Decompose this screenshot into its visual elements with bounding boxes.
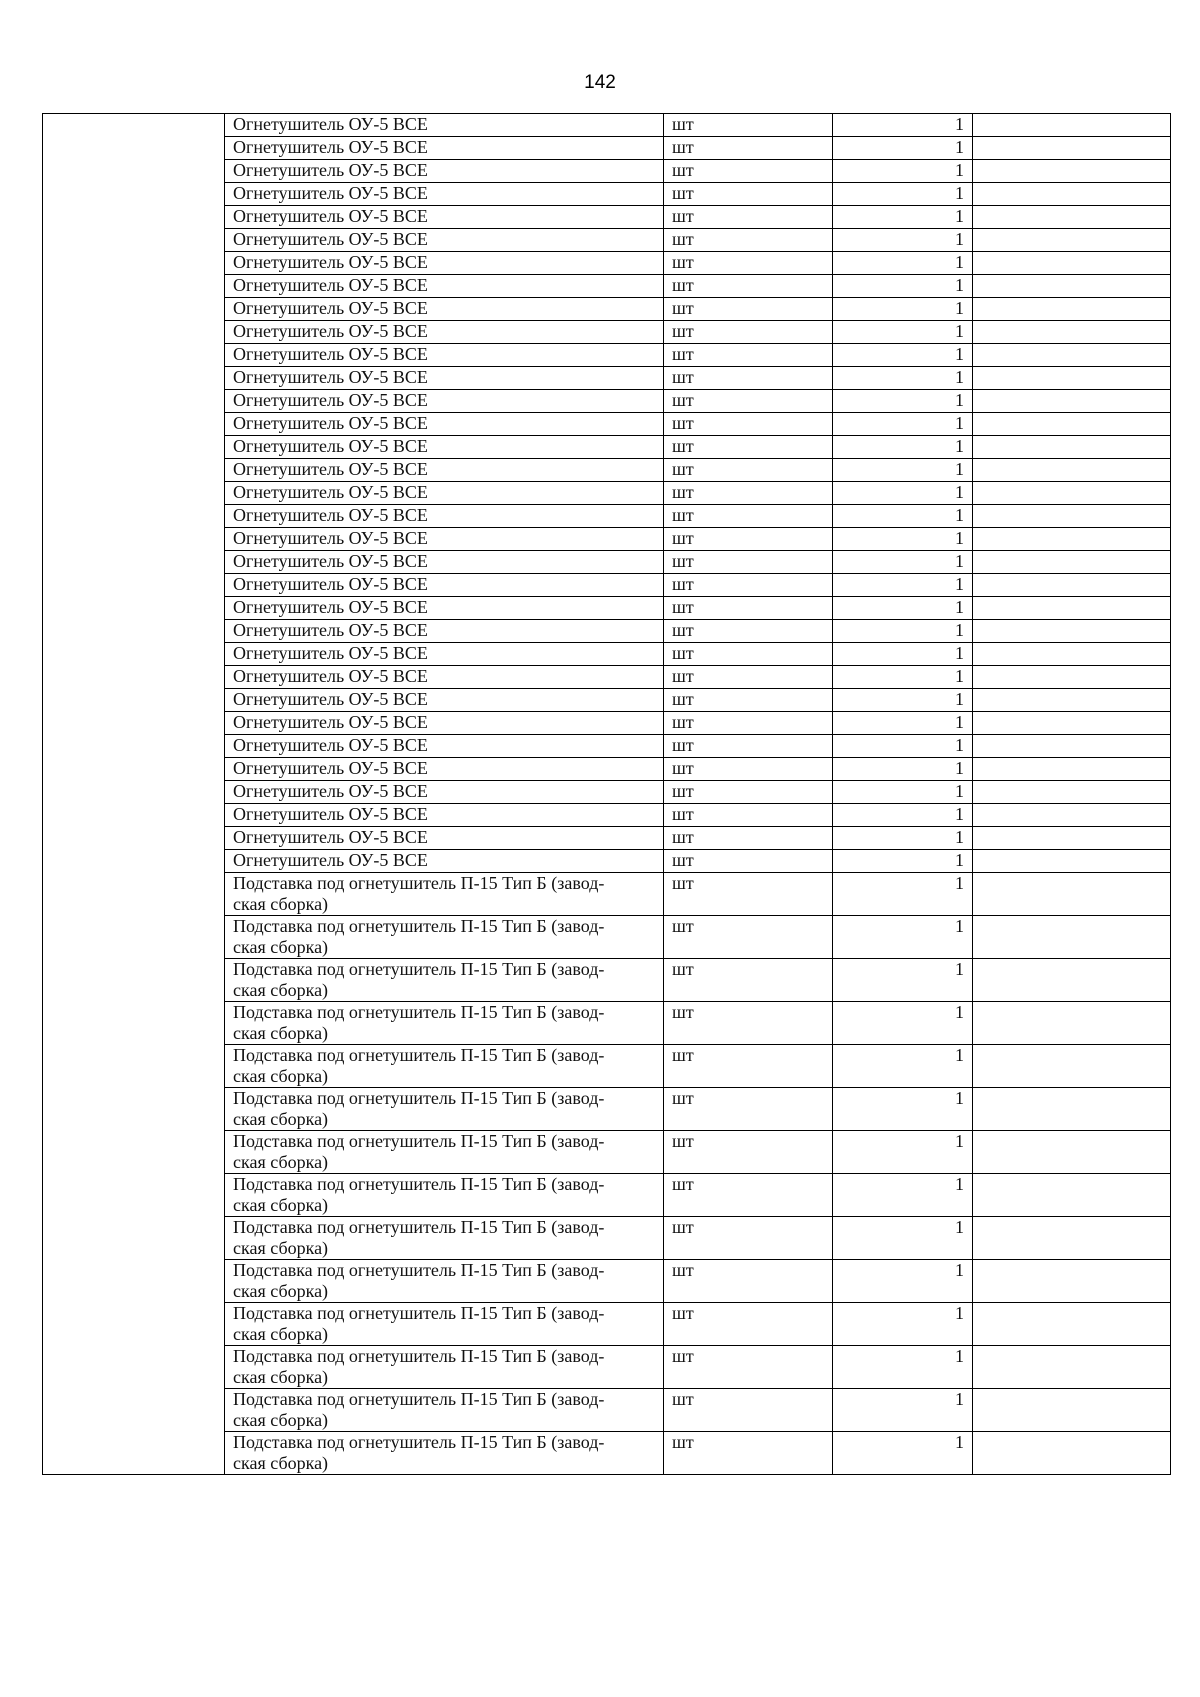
item-note-cell (973, 597, 1171, 620)
item-qty-cell: 1 (833, 413, 973, 436)
item-qty-cell: 1 (833, 298, 973, 321)
item-note-cell (973, 1174, 1171, 1217)
item-name-cell: Огнетушитель ОУ-5 ВСЕ (225, 229, 664, 252)
item-name-cell: Подставка под огнетушитель П-15 Тип Б (завод- ская сборка) (225, 1389, 664, 1432)
item-unit-cell: шт (664, 505, 833, 528)
item-unit-cell: шт (664, 827, 833, 850)
item-note-cell (973, 1002, 1171, 1045)
item-name-cell: Огнетушитель ОУ-5 ВСЕ (225, 344, 664, 367)
item-qty-cell: 1 (833, 916, 973, 959)
item-qty-cell: 1 (833, 850, 973, 873)
item-name-cell: Огнетушитель ОУ-5 ВСЕ (225, 551, 664, 574)
item-unit-cell: шт (664, 781, 833, 804)
item-note-cell (973, 689, 1171, 712)
item-name-cell: Подставка под огнетушитель П-15 Тип Б (завод- ская сборка) (225, 959, 664, 1002)
item-name-cell: Огнетушитель ОУ-5 ВСЕ (225, 321, 664, 344)
item-note-cell (973, 206, 1171, 229)
item-name-cell: Подставка под огнетушитель П-15 Тип Б (завод- ская сборка) (225, 916, 664, 959)
item-note-cell (973, 1346, 1171, 1389)
item-unit-cell: шт (664, 160, 833, 183)
item-name-cell: Огнетушитель ОУ-5 ВСЕ (225, 206, 664, 229)
item-qty-cell: 1 (833, 114, 973, 137)
item-qty-cell: 1 (833, 1174, 973, 1217)
items-table-body (43, 114, 1171, 1475)
item-unit-cell: шт (664, 850, 833, 873)
item-name-cell: Огнетушитель ОУ-5 ВСЕ (225, 735, 664, 758)
table-row (43, 114, 1171, 137)
item-name-cell: Огнетушитель ОУ-5 ВСЕ (225, 689, 664, 712)
item-qty-cell: 1 (833, 206, 973, 229)
item-qty-cell: 1 (833, 528, 973, 551)
item-qty-cell: 1 (833, 229, 973, 252)
item-name-cell: Огнетушитель ОУ-5 ВСЕ (225, 643, 664, 666)
item-qty-cell: 1 (833, 1217, 973, 1260)
item-qty-cell: 1 (833, 620, 973, 643)
item-note-cell (973, 459, 1171, 482)
item-unit-cell: шт (664, 1389, 833, 1432)
item-unit-cell: шт (664, 1303, 833, 1346)
item-note-cell (973, 137, 1171, 160)
item-unit-cell: шт (664, 574, 833, 597)
item-qty-cell: 1 (833, 689, 973, 712)
item-name-cell: Подставка под огнетушитель П-15 Тип Б (завод- ская сборка) (225, 873, 664, 916)
item-note-cell (973, 390, 1171, 413)
group-cell (43, 114, 225, 1475)
item-note-cell (973, 916, 1171, 959)
item-note-cell (973, 252, 1171, 275)
item-name-cell: Огнетушитель ОУ-5 ВСЕ (225, 298, 664, 321)
item-unit-cell: шт (664, 1002, 833, 1045)
item-unit-cell: шт (664, 137, 833, 160)
item-unit-cell: шт (664, 367, 833, 390)
item-note-cell (973, 344, 1171, 367)
item-name-cell: Огнетушитель ОУ-5 ВСЕ (225, 436, 664, 459)
item-unit-cell: шт (664, 252, 833, 275)
item-unit-cell: шт (664, 459, 833, 482)
page-number: 142 (584, 72, 616, 93)
item-unit-cell: шт (664, 597, 833, 620)
item-unit-cell: шт (664, 1131, 833, 1174)
item-qty-cell: 1 (833, 959, 973, 1002)
item-unit-cell: шт (664, 298, 833, 321)
item-unit-cell: шт (664, 916, 833, 959)
item-qty-cell: 1 (833, 551, 973, 574)
item-name-cell: Огнетушитель ОУ-5 ВСЕ (225, 804, 664, 827)
item-qty-cell: 1 (833, 1389, 973, 1432)
item-note-cell (973, 229, 1171, 252)
item-note-cell (973, 1432, 1171, 1475)
item-note-cell (973, 643, 1171, 666)
item-note-cell (973, 620, 1171, 643)
item-unit-cell: шт (664, 959, 833, 1002)
item-unit-cell: шт (664, 689, 833, 712)
item-unit-cell: шт (664, 528, 833, 551)
item-qty-cell: 1 (833, 827, 973, 850)
item-name-cell: Подставка под огнетушитель П-15 Тип Б (завод- ская сборка) (225, 1002, 664, 1045)
item-unit-cell: шт (664, 1174, 833, 1217)
item-note-cell (973, 666, 1171, 689)
item-name-cell: Подставка под огнетушитель П-15 Тип Б (завод- ская сборка) (225, 1088, 664, 1131)
item-qty-cell: 1 (833, 367, 973, 390)
item-unit-cell: шт (664, 643, 833, 666)
item-name-cell: Подставка под огнетушитель П-15 Тип Б (завод- ская сборка) (225, 1260, 664, 1303)
item-qty-cell: 1 (833, 735, 973, 758)
item-unit-cell: шт (664, 390, 833, 413)
item-note-cell (973, 574, 1171, 597)
item-name-cell: Огнетушитель ОУ-5 ВСЕ (225, 390, 664, 413)
item-note-cell (973, 850, 1171, 873)
item-name-cell: Огнетушитель ОУ-5 ВСЕ (225, 367, 664, 390)
item-qty-cell: 1 (833, 574, 973, 597)
item-unit-cell: шт (664, 666, 833, 689)
item-qty-cell: 1 (833, 597, 973, 620)
item-name-cell: Подставка под огнетушитель П-15 Тип Б (завод- ская сборка) (225, 1303, 664, 1346)
item-name-cell: Огнетушитель ОУ-5 ВСЕ (225, 275, 664, 298)
item-unit-cell: шт (664, 1088, 833, 1131)
item-name-cell: Огнетушитель ОУ-5 ВСЕ (225, 114, 664, 137)
item-note-cell (973, 367, 1171, 390)
item-unit-cell: шт (664, 1432, 833, 1475)
item-qty-cell: 1 (833, 482, 973, 505)
item-note-cell (973, 1217, 1171, 1260)
item-unit-cell: шт (664, 712, 833, 735)
item-note-cell (973, 959, 1171, 1002)
item-qty-cell: 1 (833, 321, 973, 344)
item-qty-cell: 1 (833, 137, 973, 160)
item-unit-cell: шт (664, 344, 833, 367)
item-note-cell (973, 505, 1171, 528)
item-name-cell: Подставка под огнетушитель П-15 Тип Б (завод- ская сборка) (225, 1174, 664, 1217)
item-qty-cell: 1 (833, 643, 973, 666)
item-note-cell (973, 735, 1171, 758)
item-unit-cell: шт (664, 275, 833, 298)
item-qty-cell: 1 (833, 252, 973, 275)
item-qty-cell: 1 (833, 804, 973, 827)
item-note-cell (973, 781, 1171, 804)
item-name-cell: Огнетушитель ОУ-5 ВСЕ (225, 252, 664, 275)
item-qty-cell: 1 (833, 436, 973, 459)
item-qty-cell: 1 (833, 1131, 973, 1174)
item-unit-cell: шт (664, 1260, 833, 1303)
item-note-cell (973, 1131, 1171, 1174)
item-note-cell (973, 1303, 1171, 1346)
item-qty-cell: 1 (833, 666, 973, 689)
item-unit-cell: шт (664, 873, 833, 916)
item-name-cell: Огнетушитель ОУ-5 ВСЕ (225, 459, 664, 482)
item-name-cell: Подставка под огнетушитель П-15 Тип Б (завод- ская сборка) (225, 1346, 664, 1389)
item-qty-cell: 1 (833, 459, 973, 482)
item-name-cell: Подставка под огнетушитель П-15 Тип Б (завод- ская сборка) (225, 1131, 664, 1174)
item-qty-cell: 1 (833, 758, 973, 781)
item-name-cell: Огнетушитель ОУ-5 ВСЕ (225, 758, 664, 781)
item-unit-cell: шт (664, 804, 833, 827)
item-qty-cell: 1 (833, 712, 973, 735)
item-note-cell (973, 1088, 1171, 1131)
item-unit-cell: шт (664, 206, 833, 229)
item-qty-cell: 1 (833, 1303, 973, 1346)
item-note-cell (973, 275, 1171, 298)
item-qty-cell: 1 (833, 1346, 973, 1389)
item-unit-cell: шт (664, 229, 833, 252)
item-unit-cell: шт (664, 758, 833, 781)
item-name-cell: Огнетушитель ОУ-5 ВСЕ (225, 827, 664, 850)
item-qty-cell: 1 (833, 160, 973, 183)
item-note-cell (973, 528, 1171, 551)
item-unit-cell: шт (664, 114, 833, 137)
item-name-cell: Подставка под огнетушитель П-15 Тип Б (завод- ская сборка) (225, 1217, 664, 1260)
item-unit-cell: шт (664, 1045, 833, 1088)
item-name-cell: Огнетушитель ОУ-5 ВСЕ (225, 781, 664, 804)
item-unit-cell: шт (664, 413, 833, 436)
item-unit-cell: шт (664, 1346, 833, 1389)
item-note-cell (973, 114, 1171, 137)
item-note-cell (973, 482, 1171, 505)
item-qty-cell: 1 (833, 1045, 973, 1088)
item-name-cell: Огнетушитель ОУ-5 ВСЕ (225, 597, 664, 620)
item-note-cell (973, 873, 1171, 916)
item-name-cell: Огнетушитель ОУ-5 ВСЕ (225, 505, 664, 528)
item-name-cell: Огнетушитель ОУ-5 ВСЕ (225, 160, 664, 183)
item-name-cell: Огнетушитель ОУ-5 ВСЕ (225, 850, 664, 873)
item-note-cell (973, 712, 1171, 735)
item-note-cell (973, 436, 1171, 459)
item-qty-cell: 1 (833, 183, 973, 206)
item-unit-cell: шт (664, 436, 833, 459)
item-note-cell (973, 804, 1171, 827)
item-qty-cell: 1 (833, 873, 973, 916)
item-note-cell (973, 413, 1171, 436)
item-qty-cell: 1 (833, 275, 973, 298)
item-name-cell: Огнетушитель ОУ-5 ВСЕ (225, 482, 664, 505)
item-unit-cell: шт (664, 620, 833, 643)
item-qty-cell: 1 (833, 1432, 973, 1475)
item-note-cell (973, 758, 1171, 781)
item-qty-cell: 1 (833, 1260, 973, 1303)
item-unit-cell: шт (664, 551, 833, 574)
item-note-cell (973, 551, 1171, 574)
item-unit-cell: шт (664, 1217, 833, 1260)
item-note-cell (973, 1260, 1171, 1303)
item-qty-cell: 1 (833, 1088, 973, 1131)
item-name-cell: Огнетушитель ОУ-5 ВСЕ (225, 137, 664, 160)
item-note-cell (973, 183, 1171, 206)
item-qty-cell: 1 (833, 344, 973, 367)
item-note-cell (973, 298, 1171, 321)
item-note-cell (973, 1045, 1171, 1088)
item-unit-cell: шт (664, 482, 833, 505)
item-qty-cell: 1 (833, 1002, 973, 1045)
item-unit-cell: шт (664, 321, 833, 344)
item-unit-cell: шт (664, 735, 833, 758)
item-name-cell: Подставка под огнетушитель П-15 Тип Б (завод- ская сборка) (225, 1045, 664, 1088)
item-name-cell: Огнетушитель ОУ-5 ВСЕ (225, 712, 664, 735)
items-table (42, 113, 1171, 1475)
item-note-cell (973, 827, 1171, 850)
item-qty-cell: 1 (833, 781, 973, 804)
item-name-cell: Подставка под огнетушитель П-15 Тип Б (завод- ская сборка) (225, 1432, 664, 1475)
item-name-cell: Огнетушитель ОУ-5 ВСЕ (225, 183, 664, 206)
item-qty-cell: 1 (833, 390, 973, 413)
item-name-cell: Огнетушитель ОУ-5 ВСЕ (225, 666, 664, 689)
item-unit-cell: шт (664, 183, 833, 206)
item-note-cell (973, 160, 1171, 183)
item-name-cell: Огнетушитель ОУ-5 ВСЕ (225, 620, 664, 643)
item-qty-cell: 1 (833, 505, 973, 528)
item-note-cell (973, 321, 1171, 344)
item-name-cell: Огнетушитель ОУ-5 ВСЕ (225, 528, 664, 551)
item-name-cell: Огнетушитель ОУ-5 ВСЕ (225, 413, 664, 436)
item-name-cell: Огнетушитель ОУ-5 ВСЕ (225, 574, 664, 597)
item-note-cell (973, 1389, 1171, 1432)
